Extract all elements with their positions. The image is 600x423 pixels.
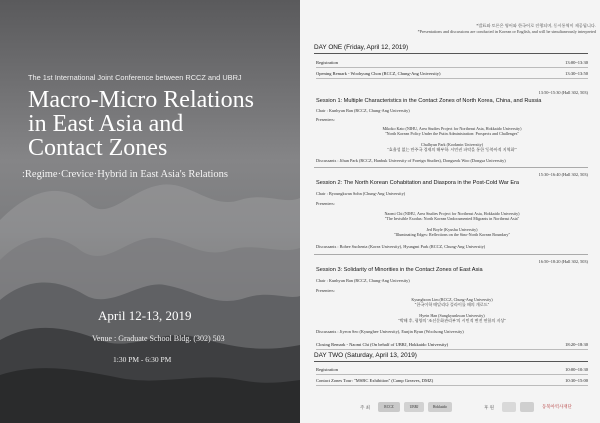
session-3-chair: Chair : Kunhyun Ban (RCCZ, Chung-Ang University) bbox=[316, 278, 410, 283]
session-1-presenter-1: Mikoko Kato (NIHU, Area Studies Project for Northeast Asia, Hokkaido University) "North Korean Policy Under the Putin Administration: Prospects and Challenges" bbox=[382, 126, 522, 137]
session-1-presenter-2: Chulhyun Park (Kookmin University) "효율성 없는 만주국 경제의 해부학: 시민권 파악을 통한 '동북아적 지역화'" bbox=[387, 142, 517, 153]
session-2-presenter-2: Jed Boyle (Kyushu University) "Illuminating Edges: Reflections on the Sino-North Korean Boundary" bbox=[393, 227, 511, 238]
subtitle: :Regime·Crevice·Hybrid in East Asia's Relations bbox=[22, 169, 229, 180]
session-2-discussants: Discussants : Bohee Suchenta (Korea University), Hyungmi Park (RCCZ, Chung-Ang University) bbox=[316, 244, 486, 249]
sponsor-logo-icon bbox=[502, 402, 516, 412]
registration-row: Registration 13:00~13:30 bbox=[316, 60, 588, 68]
session-3-presenter-1: Kyungboon Lim (RCCZ, Chung-Ang University) "한국이학 매달리다 플라이를 때의 개로드" bbox=[411, 297, 493, 308]
session-2-time: 15:30~16:40 (Hall 302, 503) bbox=[538, 172, 588, 177]
session-3-discussants: Discussants : Jiyeon Seo (Kyunghee University), Eunjin Byun (Woolsong University) bbox=[316, 329, 464, 334]
day-one-heading: DAY ONE (Friday, April 12, 2019) bbox=[314, 44, 588, 54]
hokkaido-logo: Hokkaido bbox=[428, 402, 452, 412]
sponsor-footer bbox=[300, 394, 600, 423]
day-two-registration-row: Registration 10:00~10:30 bbox=[316, 367, 588, 375]
session-2-presenters-label: Presenters: bbox=[316, 201, 335, 206]
dmz-tour-row: Contact Zones Tour: "MSBC Exhibition" (Camp Greaves, DMZ) 10:30~15:00 bbox=[316, 378, 588, 386]
session-1-chair: Chair : Kunhyun Ban (RCCZ, Chung-Ang University) bbox=[316, 108, 410, 113]
divider bbox=[314, 254, 588, 255]
session-3-presenters-label: Presenters: bbox=[316, 288, 335, 293]
interpretation-notice: *발표와 토론은 영어와 한국어로 진행되며, 동시통역이 제공됩니다. *Presentations and discussions are conducted in Korean or English, and will be simultaneously interpreted bbox=[417, 23, 596, 34]
ubrj-logo: UBRJ bbox=[404, 402, 424, 412]
event-time: 1:30 PM - 6:30 PM bbox=[113, 355, 172, 364]
divider bbox=[314, 167, 588, 168]
session-2-title: Session 2: The North Korean Cohabitation and Diaspora in the Post-Cold War Era bbox=[316, 180, 520, 186]
page-title: Macro-Micro Relations in East Asia and Contact Zones bbox=[28, 87, 254, 161]
nahf-logo: 동북아역사재단 bbox=[542, 404, 572, 409]
program-panel bbox=[300, 0, 600, 423]
session-3-time: 16:50~18:20 (Hall 302, 503) bbox=[538, 259, 588, 264]
day-two-heading: DAY TWO (Saturday, April 13, 2019) bbox=[314, 352, 588, 362]
sponsor-label: 후 원 bbox=[484, 405, 495, 410]
session-2-chair: Chair : Byoungkwan Sohn (Chung-Ang University) bbox=[316, 191, 406, 196]
sponsor-logo-icon bbox=[520, 402, 534, 412]
event-dates: April 12-13, 2019 bbox=[98, 308, 192, 323]
session-1-title: Session 1: Multiple Characteristics in the Contact Zones of North Korea, China, and Russia bbox=[316, 98, 542, 104]
session-1-presenters-label: Presenters: bbox=[316, 117, 335, 122]
session-2-presenter-1: Naomi Chi (NIHU, Area Studies Project for Northeast Asia, Hokkaido University) "The Invisible Exodus: North Korean Undocumented Migrants in Northeast Asia" bbox=[384, 211, 520, 222]
conference-line: The 1st International Joint Conference between RCCZ and UBRJ bbox=[28, 73, 242, 82]
rccz-logo: RCCZ bbox=[378, 402, 400, 412]
session-1-time: 13:50~15:30 (Hall 302, 503) bbox=[538, 90, 588, 95]
closing-remark-row: Closing Remark - Naomi Chi (On behalf of UBRJ, Hokkaido University) 18:20~18:30 bbox=[316, 342, 588, 350]
opening-remark-row: Opening Remark - Woohyung Chon (RCCZ, Chung-Ang University) 13:30~13:50 bbox=[316, 71, 588, 79]
host-label: 주 최 bbox=[360, 405, 371, 410]
mountain-landscape bbox=[0, 150, 300, 423]
session-3-title: Session 3: Solidarity of Minorities in the Contact Zones of East Asia bbox=[316, 267, 483, 273]
session-1-discussants: Discussants : Jihun Park (RCCZ, Hanbuk University of Foreign Studies), Dongseok Woo (Dongsa University) bbox=[316, 158, 506, 163]
session-3-presenter-2: Hyein Han (Sungkyunkwan University) "박해 후, 평양의 '조선문화관리부'의 시민적 변전 연합의 지상" bbox=[398, 313, 506, 324]
venue: Venue : Graduate School Bldg. (302) 503 bbox=[92, 334, 225, 343]
